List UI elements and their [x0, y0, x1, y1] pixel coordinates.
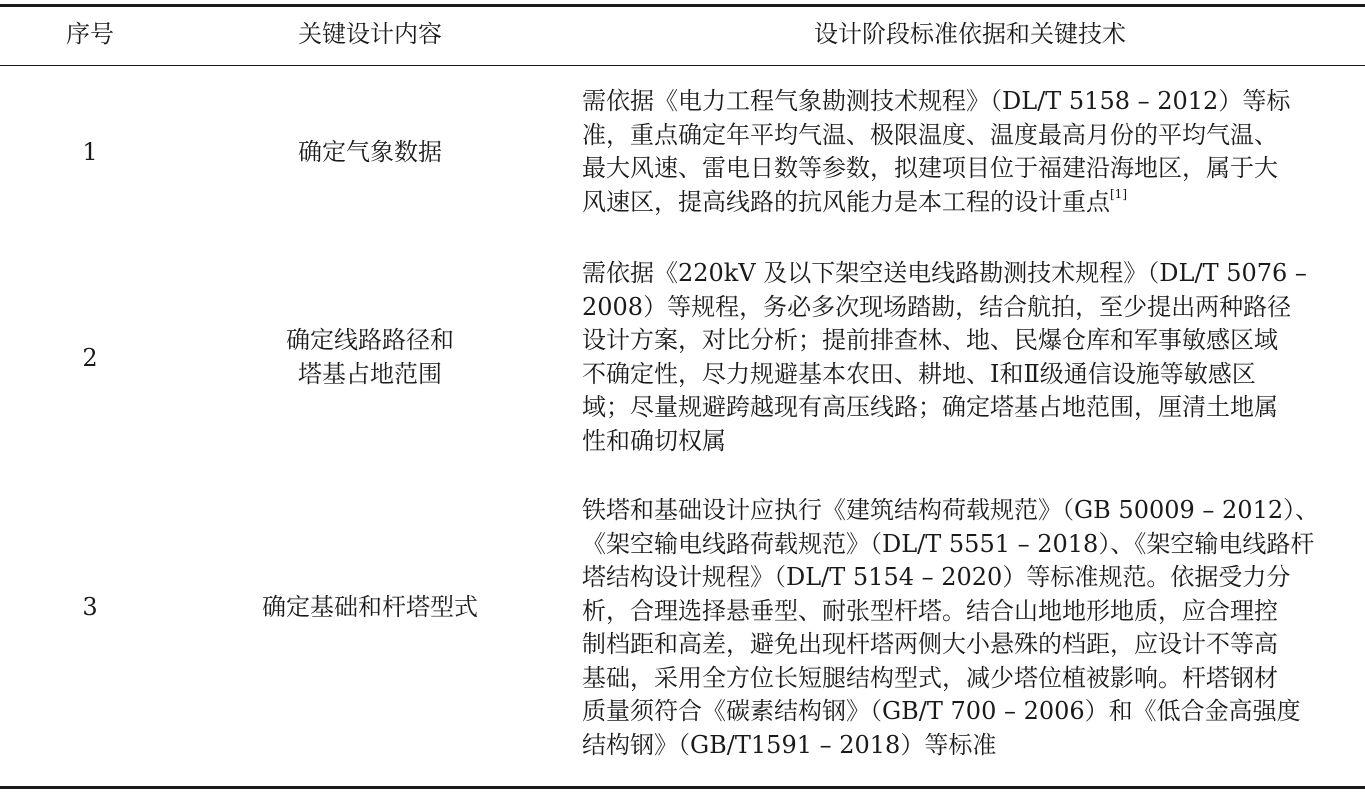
basis-line: 铁塔和基础设计应执行《建筑结构荷载规范》（GB 50009 – 2012）、: [582, 496, 1320, 524]
basis-line: 质量须符合《碳素结构钢》（GB/T 700 – 2006）和《低合金高强度: [582, 697, 1301, 725]
table-top-rule: [0, 4, 1365, 7]
basis-line-text: 风速区，提高线路的抗风能力是本工程的设计重点: [582, 187, 1110, 216]
row-standards-basis: [582, 494, 1358, 762]
header-standards-basis: 设计阶段标准依据和关键技术: [814, 20, 1126, 48]
content-line: 塔基占地范围: [298, 359, 442, 388]
header-divider-rule: [0, 65, 1365, 66]
row-design-content: [200, 136, 540, 170]
basis-line: 准，重点确定年平均气温、极限温度、温度最高月份的平均气温、: [582, 120, 1278, 149]
content-line: 确定气象数据: [298, 138, 442, 166]
basis-line: [582, 186, 1358, 220]
basis-line: 析，合理选择悬垂型、耐张型杆塔。结合山地地形地质，应合理控: [582, 596, 1278, 625]
row-number: 1: [82, 138, 98, 166]
basis-line: 塔结构设计规程》（DL/T 5154 – 2020）等标准规范。依据受力分: [582, 563, 1291, 591]
basis-line: 域；尽量规避跨越现有高压线路；确定塔基占地范围，厘清土地属: [582, 393, 1278, 421]
basis-line: 需依据《电力工程气象勘测技术规程》（DL/T 5158 – 2012）等标: [582, 87, 1291, 115]
basis-line: 需依据《220kV 及以下架空送电线路勘测技术规程》（DL/T 5076 –: [582, 259, 1307, 287]
reference-note: [1]: [1110, 186, 1127, 201]
content-line: 确定线路路径和: [286, 326, 454, 354]
content-line: 确定基础和杆塔型式: [262, 593, 478, 621]
row-number: 2: [82, 344, 98, 372]
basis-line: 不确定性，尽力规避基本农田、耕地、Ⅰ和Ⅱ级通信设施等敏感区: [582, 359, 1256, 388]
basis-line: 设计方案，对比分析；提前排查林、地、民爆仓库和军事敏感区域: [582, 326, 1278, 354]
header-key-design-content: 关键设计内容: [298, 20, 442, 48]
row-design-content: [200, 591, 540, 625]
basis-line: 结构钢》（GB/T1591 – 2018）等标准: [582, 730, 997, 759]
table-bottom-rule: [0, 786, 1365, 789]
header-serial-no: 序号: [66, 20, 114, 48]
basis-line: 《架空输电线路荷载规范》（DL/T 5551 – 2018）、《架空输电线路杆: [582, 529, 1315, 558]
basis-line: 性和确切权属: [582, 426, 726, 455]
basis-line: 最大风速、雷电日数等参数，拟建项目位于福建沿海地区，属于大: [582, 154, 1278, 182]
basis-line: 2008）等规程，务必多次现场踏勘，结合航拍，至少提出两种路径: [582, 292, 1292, 321]
row-standards-basis: [582, 257, 1358, 458]
basis-line: 基础，采用全方位长短腿结构型式，减少塔位植被影响。杆塔钢材: [582, 663, 1278, 692]
row-number: 3: [82, 593, 98, 621]
basis-line: 制档距和高差，避免出现杆塔两侧大小悬殊的档距，应设计不等高: [582, 630, 1278, 658]
row-design-content: [200, 324, 540, 391]
row-standards-basis: [582, 85, 1358, 219]
